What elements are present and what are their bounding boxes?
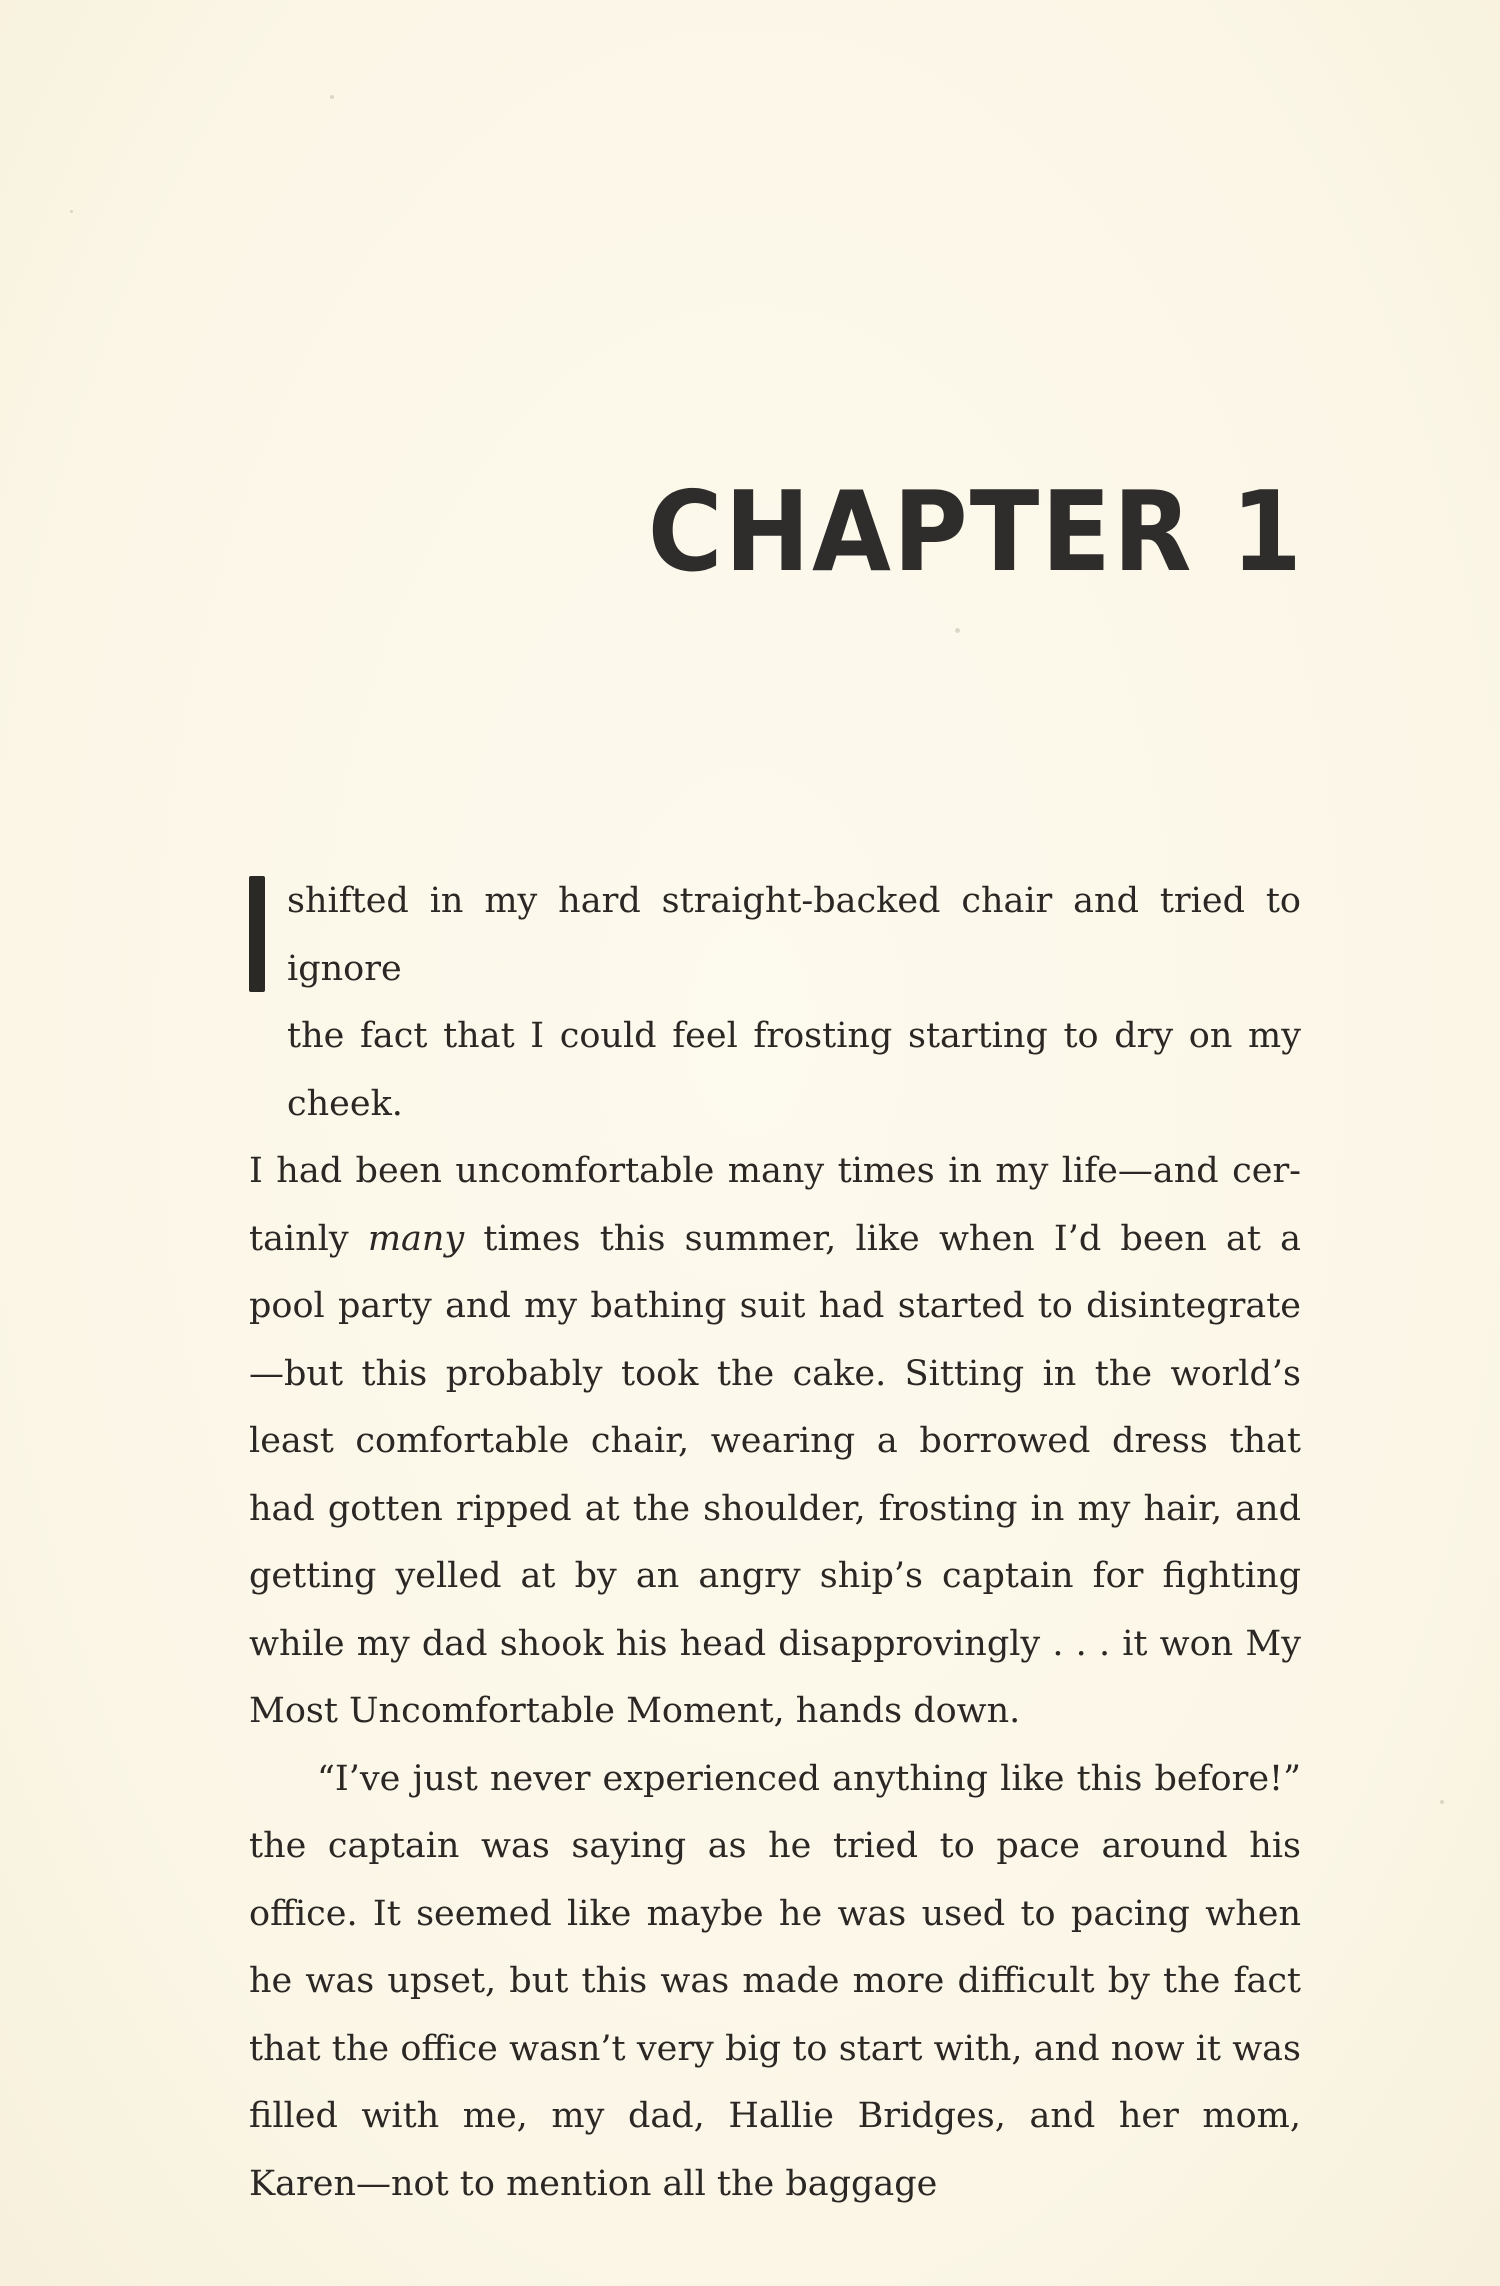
body-text: [249, 868, 1301, 2218]
paragraph-1-line-1: shifted in my hard straight-backed chair and tried to ignore: [287, 881, 1301, 989]
paragraph-2: “I’ve just never experienced anything like this before!” the captain was saying as he tried to pace around his office. It seemed like maybe he was used to pacing when he was upset, but this was made more difficult by the fact that the office wasn’t very big to start with, and now it was filled with me, my dad, Hallie Bridges, and her mom, Karen—not to mention all the baggage: [249, 1758, 1301, 2204]
paper-speck: [955, 628, 960, 633]
chapter-heading: CHAPTER 1: [647, 468, 1304, 597]
paper-speck: [70, 210, 73, 213]
paper-speck: [1440, 1800, 1444, 1804]
paragraph-1-text-a: I had been uncomfortable many times in my life—and certainly: [249, 1151, 1301, 1259]
paragraph-1-text-b: times this summer, like when I’d been at a pool party and my bathing suit had started to disintegrate—but this probably took the cake. Sitting in the world’s least comfortable chair, wearing a borrowed dress that had gotten ripped at the shoulder, frosting in my hair, and getting yelled at by an angry ship’s captain for fighting while my dad shook his head disapprovingly . . . it won My Most Uncomfortable Moment, hands down.: [249, 1218, 1301, 1731]
drop-cap-i: [249, 876, 265, 992]
paragraph-1-line-2: the fact that I could feel frosting starting to dry on my cheek.: [287, 1016, 1301, 1124]
paragraph-1: [249, 868, 1301, 1138]
emphasis-many: many: [367, 1218, 465, 1259]
paragraph-1-continued: [249, 1138, 1301, 1746]
paper-speck: [330, 95, 334, 99]
